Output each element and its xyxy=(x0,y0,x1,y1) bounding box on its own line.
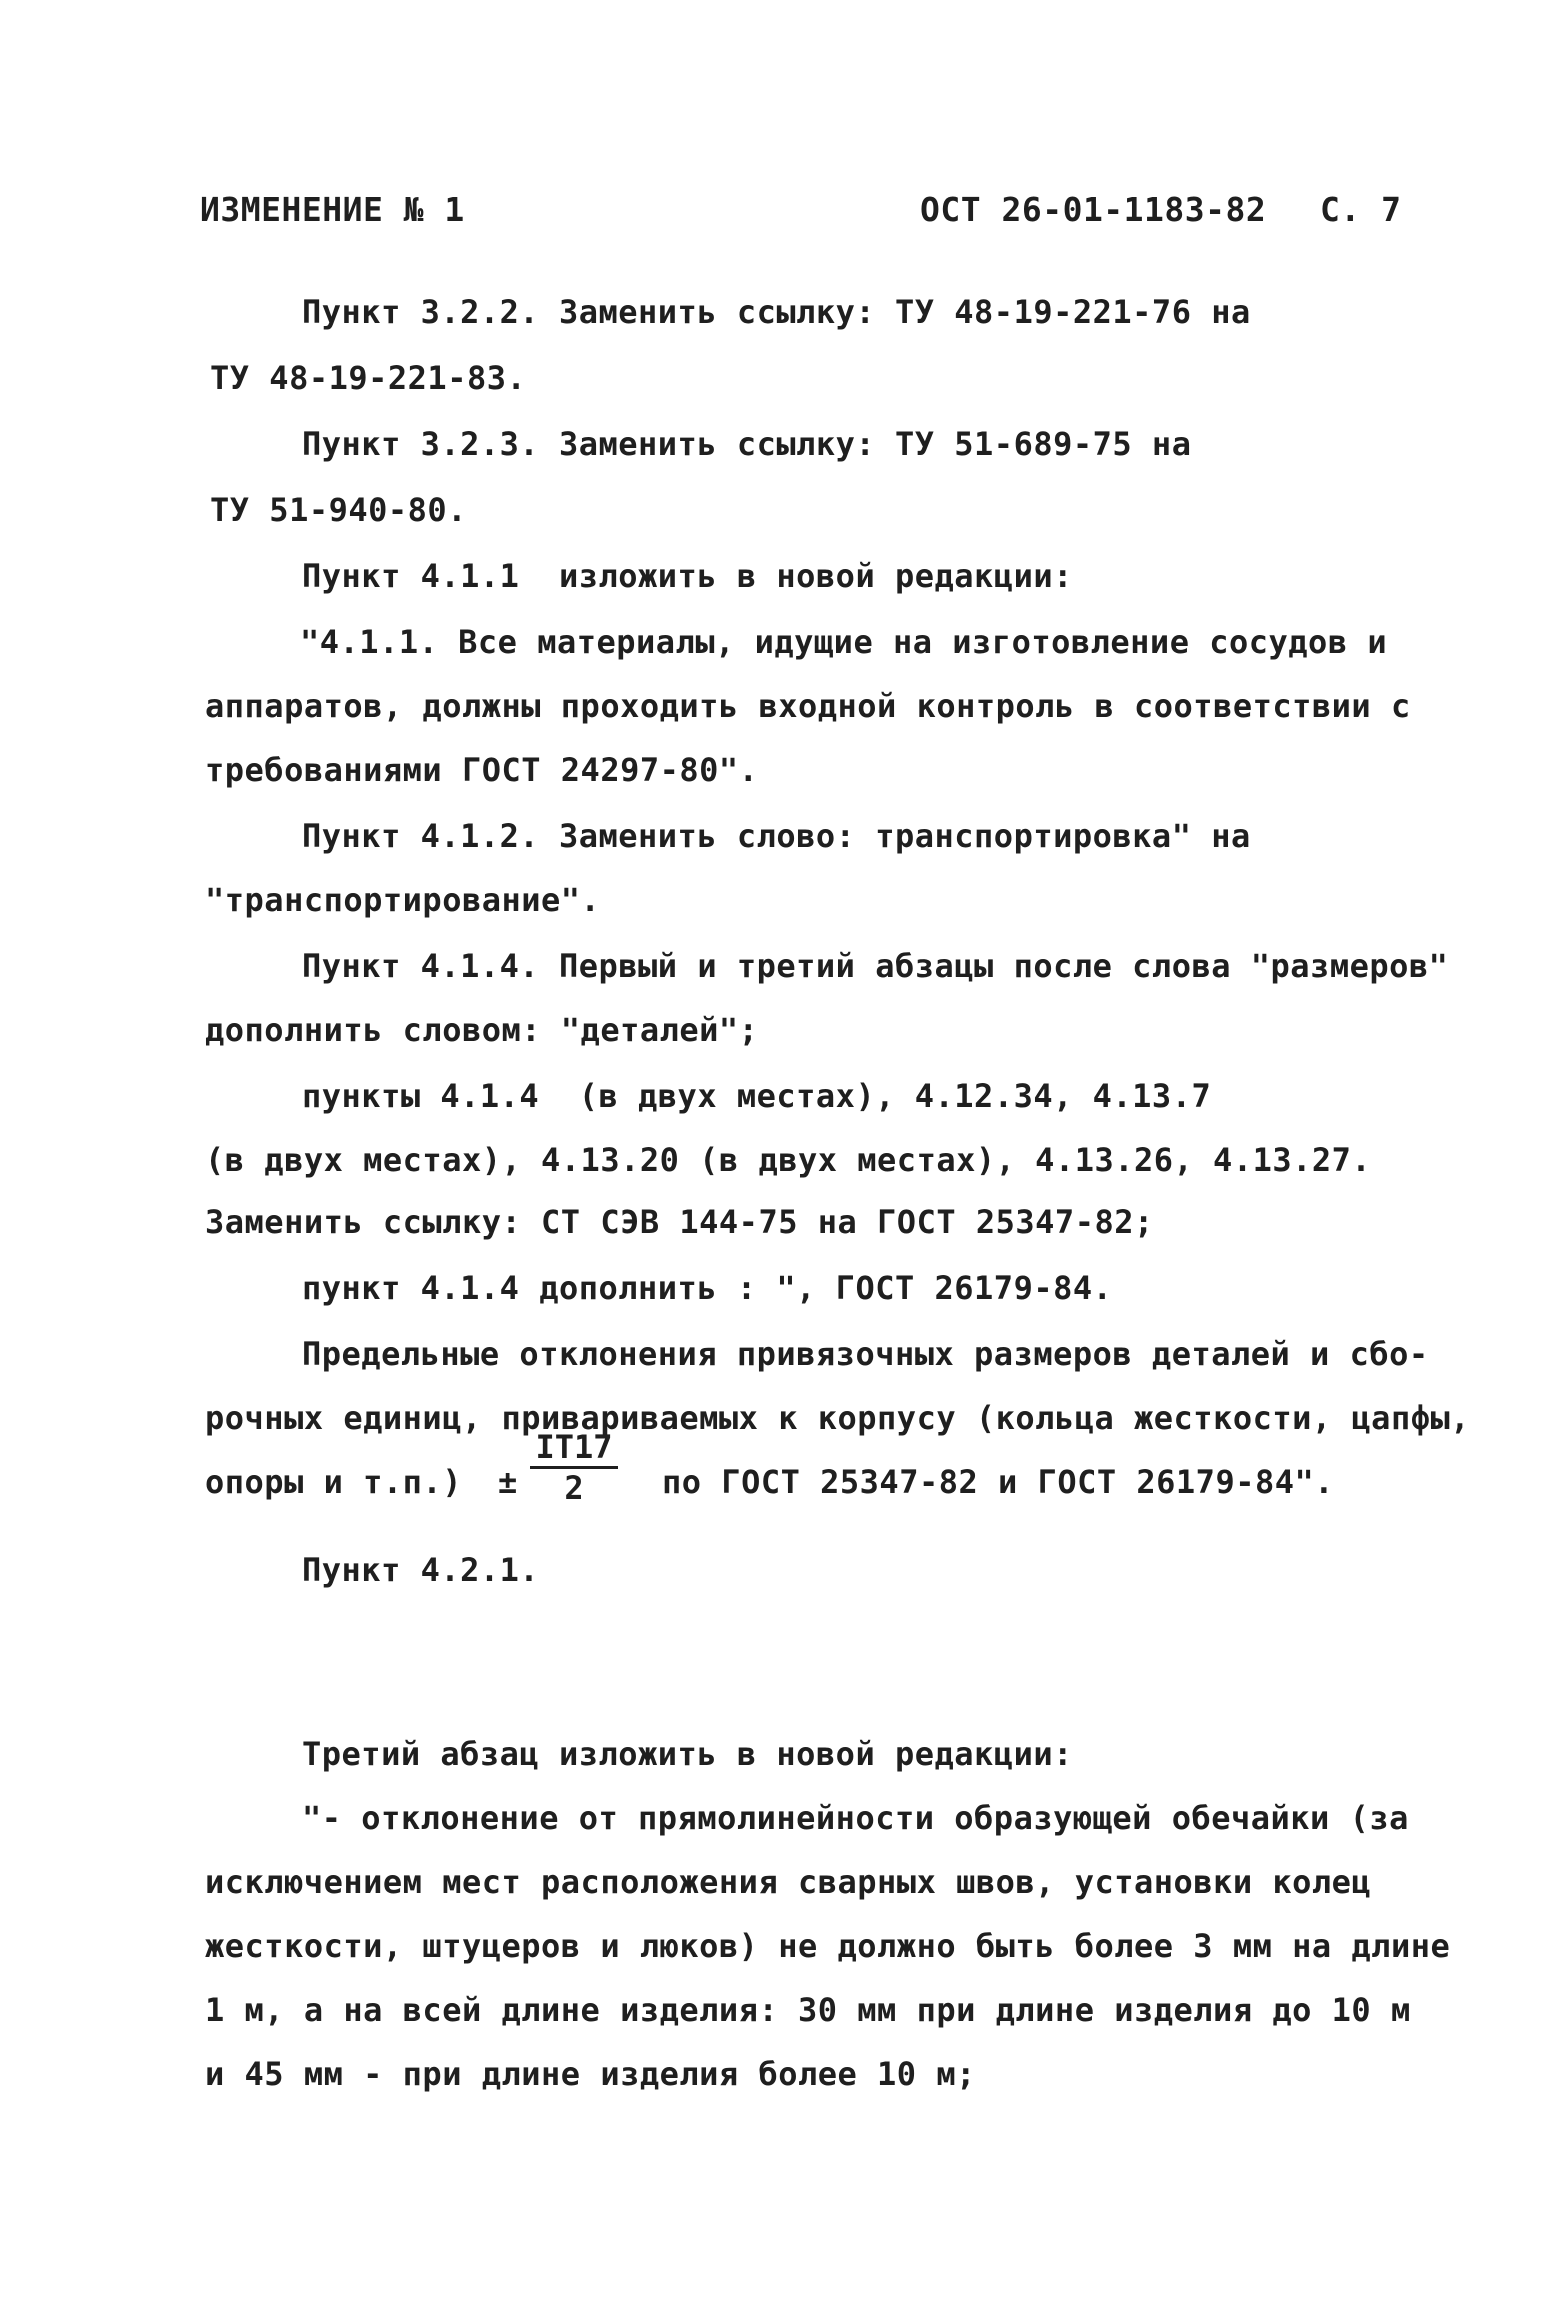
text-line: опоры и т.п.) xyxy=(205,1463,462,1501)
amendment-number: ИЗМЕНЕНИЕ № 1 xyxy=(200,190,465,229)
text-line: Пункт 4.2.1. xyxy=(302,1551,540,1589)
text-line: Третий абзац изложить в новой редакции: xyxy=(302,1735,1073,1773)
text-line: "4.1.1. Все материалы, идущие на изготовление сосудов и xyxy=(300,623,1388,661)
text-line: ТУ 48-19-221-83. xyxy=(210,359,527,397)
fraction-denominator: 2 xyxy=(564,1469,584,1507)
text-line: Предельные отклонения привязочных размеров деталей и сбо- xyxy=(302,1335,1429,1373)
text-line: рочных единиц, привариваемых к корпусу (кольца жесткости, цапфы, xyxy=(205,1399,1470,1437)
plus-minus-sign: ± xyxy=(498,1463,518,1501)
standard-designation: ОСТ 26-01-1183-82 xyxy=(920,190,1267,229)
text-line: Пункт 4.1.2. Заменить слово: транспортировка" на xyxy=(302,817,1251,855)
text-line: Пункт 4.1.1 изложить в новой редакции: xyxy=(302,557,1073,595)
text-line: (в двух местах), 4.13.20 (в двух местах), 4.13.26, 4.13.27. xyxy=(205,1141,1372,1179)
page-number: С. 7 xyxy=(1320,190,1402,229)
text-line: пункт 4.1.4 дополнить : ", ГОСТ 26179-84. xyxy=(302,1269,1113,1307)
tolerance-fraction xyxy=(530,1430,618,1505)
fraction-numerator: IT17 xyxy=(535,1428,613,1466)
text-line: пункты 4.1.4 (в двух местах), 4.12.34, 4.13.7 xyxy=(302,1077,1212,1115)
text-line: Заменить ссылку: СТ СЭВ 144-75 на ГОСТ 25347-82; xyxy=(205,1203,1154,1241)
text-line: "транспортирование". xyxy=(205,881,601,919)
text-line: "- отклонение от прямолинейности образующей обечайки (за xyxy=(302,1799,1409,1837)
text-line: по ГОСТ 25347-82 и ГОСТ 26179-84". xyxy=(662,1463,1335,1501)
text-line: исключением мест расположения сварных швов, установки колец xyxy=(205,1863,1372,1901)
text-line: Пункт 3.2.2. Заменить ссылку: ТУ 48-19-221-76 на xyxy=(302,293,1251,331)
text-line: и 45 мм - при длине изделия более 10 м; xyxy=(205,2055,976,2093)
text-line: аппаратов, должны проходить входной контроль в соответствии с xyxy=(205,687,1411,725)
text-line: ТУ 51-940-80. xyxy=(210,491,467,529)
text-line: требованиями ГОСТ 24297-80". xyxy=(205,751,759,789)
text-line: 1 м, а на всей длине изделия: 30 мм при длине изделия до 10 м xyxy=(205,1991,1411,2029)
text-line: Пункт 3.2.3. Заменить ссылку: ТУ 51-689-75 на xyxy=(302,425,1192,463)
text-line: жесткости, штуцеров и люков) не должно быть более 3 мм на длине xyxy=(205,1927,1451,1965)
text-line: дополнить словом: "деталей"; xyxy=(205,1011,759,1049)
text-line: Пункт 4.1.4. Первый и третий абзацы после слова "размеров" xyxy=(302,947,1449,985)
